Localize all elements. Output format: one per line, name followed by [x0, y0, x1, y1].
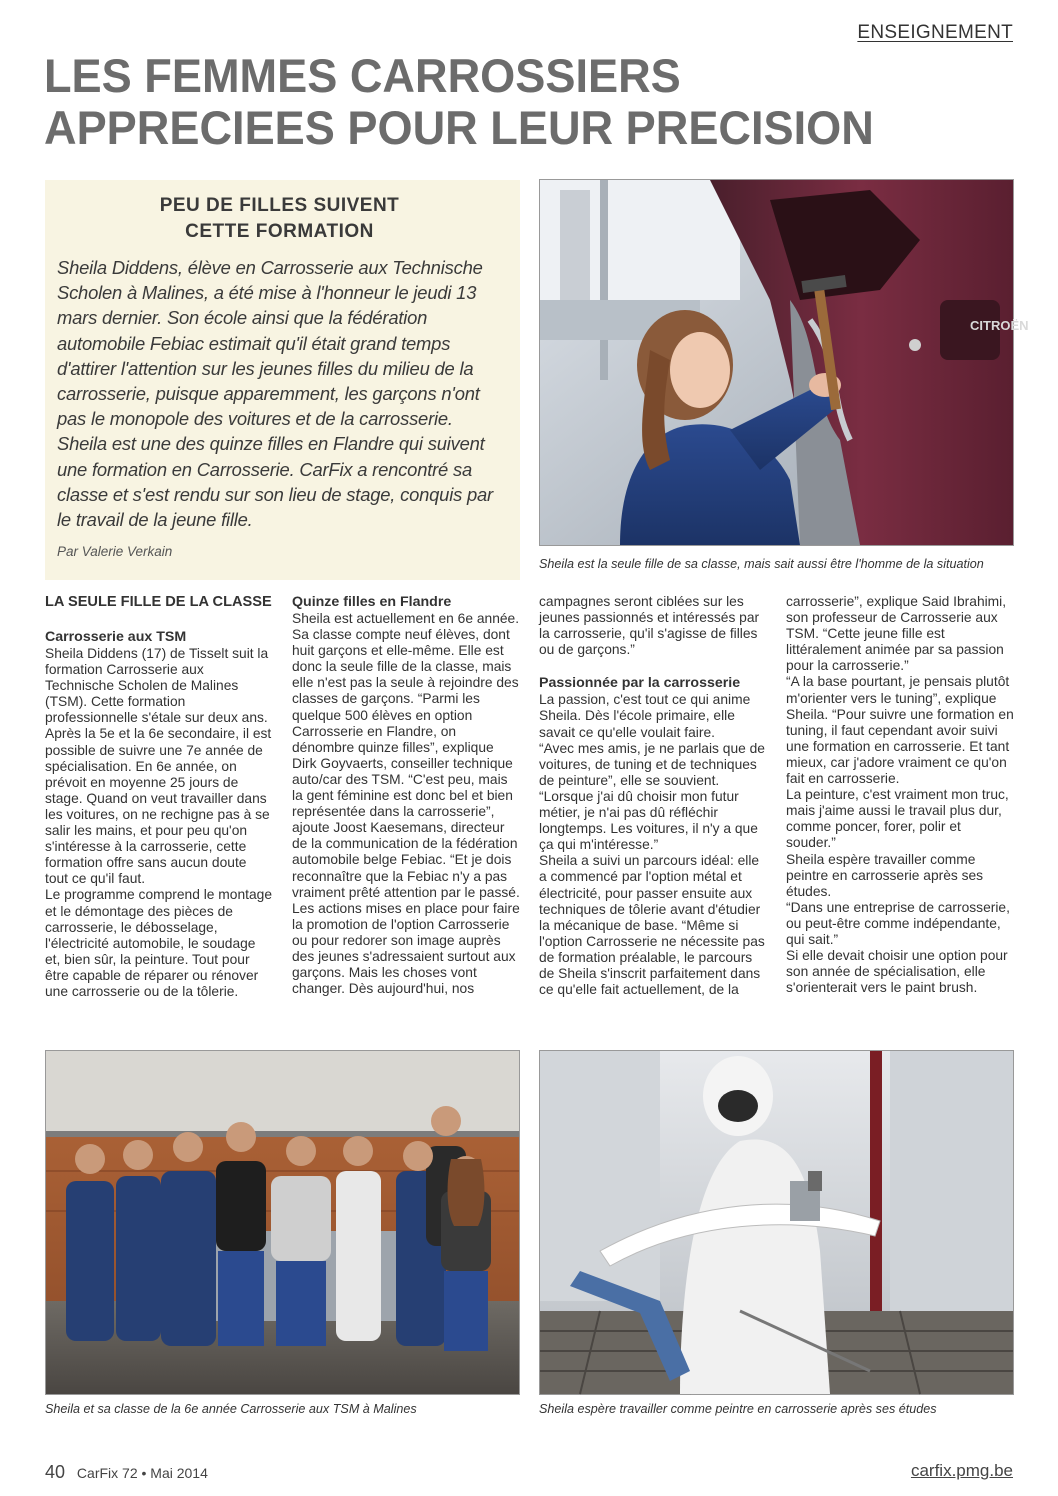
issue-info: CarFix 72 • Mai 2014 [76, 1465, 208, 1481]
intro-title [57, 193, 502, 245]
caption-class-photo: Sheila et sa classe de la 6e année Carrosserie aux TSM à Malines [45, 1402, 417, 1416]
paragraph: Sheila Diddens (17) de Tisselt suit la formation Carrosserie aux Technische Scholen de Malines (TSM). Cette formation professionnelle s'étale sur deux ans. Après la 5e et la 6e secondaire, il est possible de suivre une 7e année de spécialisation. En 6e année, on prévoit en moyenne 25 jours de stage. Quand on veut travailler dans les voitures, on ne rechigne pas à se salir les mains, et pour peu qu'on s'intéresse à la carrosserie, cette formation offre sans aucun doute tout ce qu'il faut. [45, 646, 272, 887]
photo-class-group [45, 1050, 520, 1395]
photo-painter [539, 1050, 1014, 1395]
paragraph: Sheila est actuellement en 6e année. Sa classe compte neuf élèves, dont huit garçons et elle-même. Elle est donc la seule fille de la classe, mais elle n'est pas la seule à rejoindre des classes de garçons. “Parmi les quelque 500 élèves en option Carrosserie en Flandre, on dénombre quinze filles”, explique Dirk Goyvaerts, conseiller technique auto/car des TSM. “C'est peu, mais la gent féminine est donc bel et bien représentée dans la carrosserie”, ajoute Joost Kaesemans, directeur de la communication de la fédération automobile belge Febiac. “Et je dois reconnaître que la Febiac n'y a pas vraiment prêté attention par le passé. Les actions mises en place pour faire la promotion de l'option Carrosserie ou pour redorer son image auprès des jeunes s'adressaient surtout aux garçons. Mais les choses vont changer. Dès aujourd'hui, nos [292, 611, 520, 997]
paragraph: Sheila espère travailler comme peintre en carrosserie après ses études. [786, 851, 984, 899]
paragraph: Si elle devait choisir une option pour son année de spécialisation, elle s'orienterait vers le paint brush. [786, 948, 1008, 996]
intro-text: Sheila Diddens, élève en Carrosserie aux Technische Scholen à Malines, a été mise à l'honneur le jeudi 13 mars dernier. Son école ainsi que la fédération automobile Febiac estimait qu'il était grand temps d'attirer l'attention sur les jeunes filles du milieu de la carrosserie, puisque apparemment, les garçons n'ont pas le monopole des voitures et de la carrosserie. Sheila est une des quinze filles en Flandre qui suivent une formation en Carrosserie. CarFix a rencontré sa classe et s'est rendu sur son lieu de stage, conquis par le travail de la jeune fille. [57, 257, 493, 531]
page-number: 40 [45, 1462, 66, 1482]
headline-line-2: APPRECIEES POUR LEUR PRECISION [44, 101, 874, 154]
byline: Par Valerie Verkain [57, 544, 173, 560]
intro-title-line-2: CETTE FORMATION [185, 221, 374, 242]
paragraph: carrosserie”, explique Said Ibrahimi, son professeur de Carrosserie aux TSM. “Cette jeune fille est littéralement animée par sa passion pour la carrosserie.” [786, 594, 1007, 674]
headline [44, 50, 966, 154]
caption-painter-photo: Sheila espère travailler comme peintre en carrosserie après ses études [539, 1402, 937, 1416]
subheading-quinze-filles: Quinze filles en Flandre [292, 594, 452, 610]
footer-website-link[interactable]: carfix.pmg.be [910, 1461, 1013, 1480]
photo-sheila-car [539, 179, 1029, 546]
paragraph: “Avec mes amis, je ne parlais que de voitures, de tuning et de techniques de peinture”, elle se souvient. [539, 740, 765, 788]
intro-box [45, 180, 520, 580]
intro-title-line-1: PEU DE FILLES SUIVENT [159, 195, 400, 216]
article-column-4 [786, 594, 1014, 996]
paragraph: Sheila a suivi un parcours idéal: elle a commencé par l'option métal et électricité, pour passer ensuite aux techniques de tôlerie avant d'étudier la mécanique de base. “Même si l'option Carrosserie ne nécessite pas de formation préalable, le parcours de Sheila s'inscrit parfaitement dans ce qu'elle fait actuellement, de la [539, 853, 765, 998]
paragraph: campagnes seront ciblées sur les jeunes passionnés et intéressés par la carrosserie, qu'il s'agisse de filles ou de garçons.” [539, 594, 760, 658]
footer-left [45, 1462, 208, 1483]
article-column-3 [539, 594, 767, 998]
paragraph: La peinture, c'est vraiment mon truc, mais j'aime aussi le travail plus dur, comme poncer, forer, polir et souder.” [786, 787, 1009, 851]
article-column-2 [292, 594, 520, 997]
caption-top-photo: Sheila est la seule fille de sa classe, mais sait aussi être l'homme de la situation [539, 557, 984, 571]
section-tag: ENSEIGNEMENT [857, 22, 1013, 43]
subheading-tsm: Carrosserie aux TSM [45, 629, 187, 645]
headline-line-1: LES FEMMES CARROSSIERS [44, 49, 681, 102]
section-heading: LA SEULE FILLE DE LA CLASSE [45, 594, 272, 610]
paragraph: “A la base pourtant, je pensais plutôt m'orienter vers le tuning”, explique Sheila. “Pour suivre une formation en tuning, il faut cependant avoir suivi une formation en carrosserie. Et tant mieux, car j'adore vraiment ce qu'on fait en carrosserie. [786, 674, 1014, 787]
car-brand-label: CITROËN [970, 318, 1029, 333]
subheading-passionnee: Passionnée par la carrosserie [539, 675, 741, 692]
paragraph: “Lorsque j'ai dû choisir mon futur métier, je n'ai pas dû réfléchir longtemps. Les voitures, il n'y a que ça qui m'intéresse.” [539, 788, 758, 853]
paragraph: Le programme comprend le montage et le démontage des pièces de carrosserie, le débosselage, l'électricité automobile, le soudage et, bien sûr, la peinture. Tout pour être capable de réparer ou rénover une carrosserie ou de la tôlerie. [45, 887, 273, 999]
paragraph: La passion, c'est tout ce qui anime Sheila. Dès l'école primaire, elle savait ce qu'elle voulait faire. [539, 692, 751, 740]
article-column-1 [45, 594, 273, 1000]
paragraph: “Dans une entreprise de carrosserie, ou peut-être comme indépendante, qui sait.” [786, 899, 1010, 947]
